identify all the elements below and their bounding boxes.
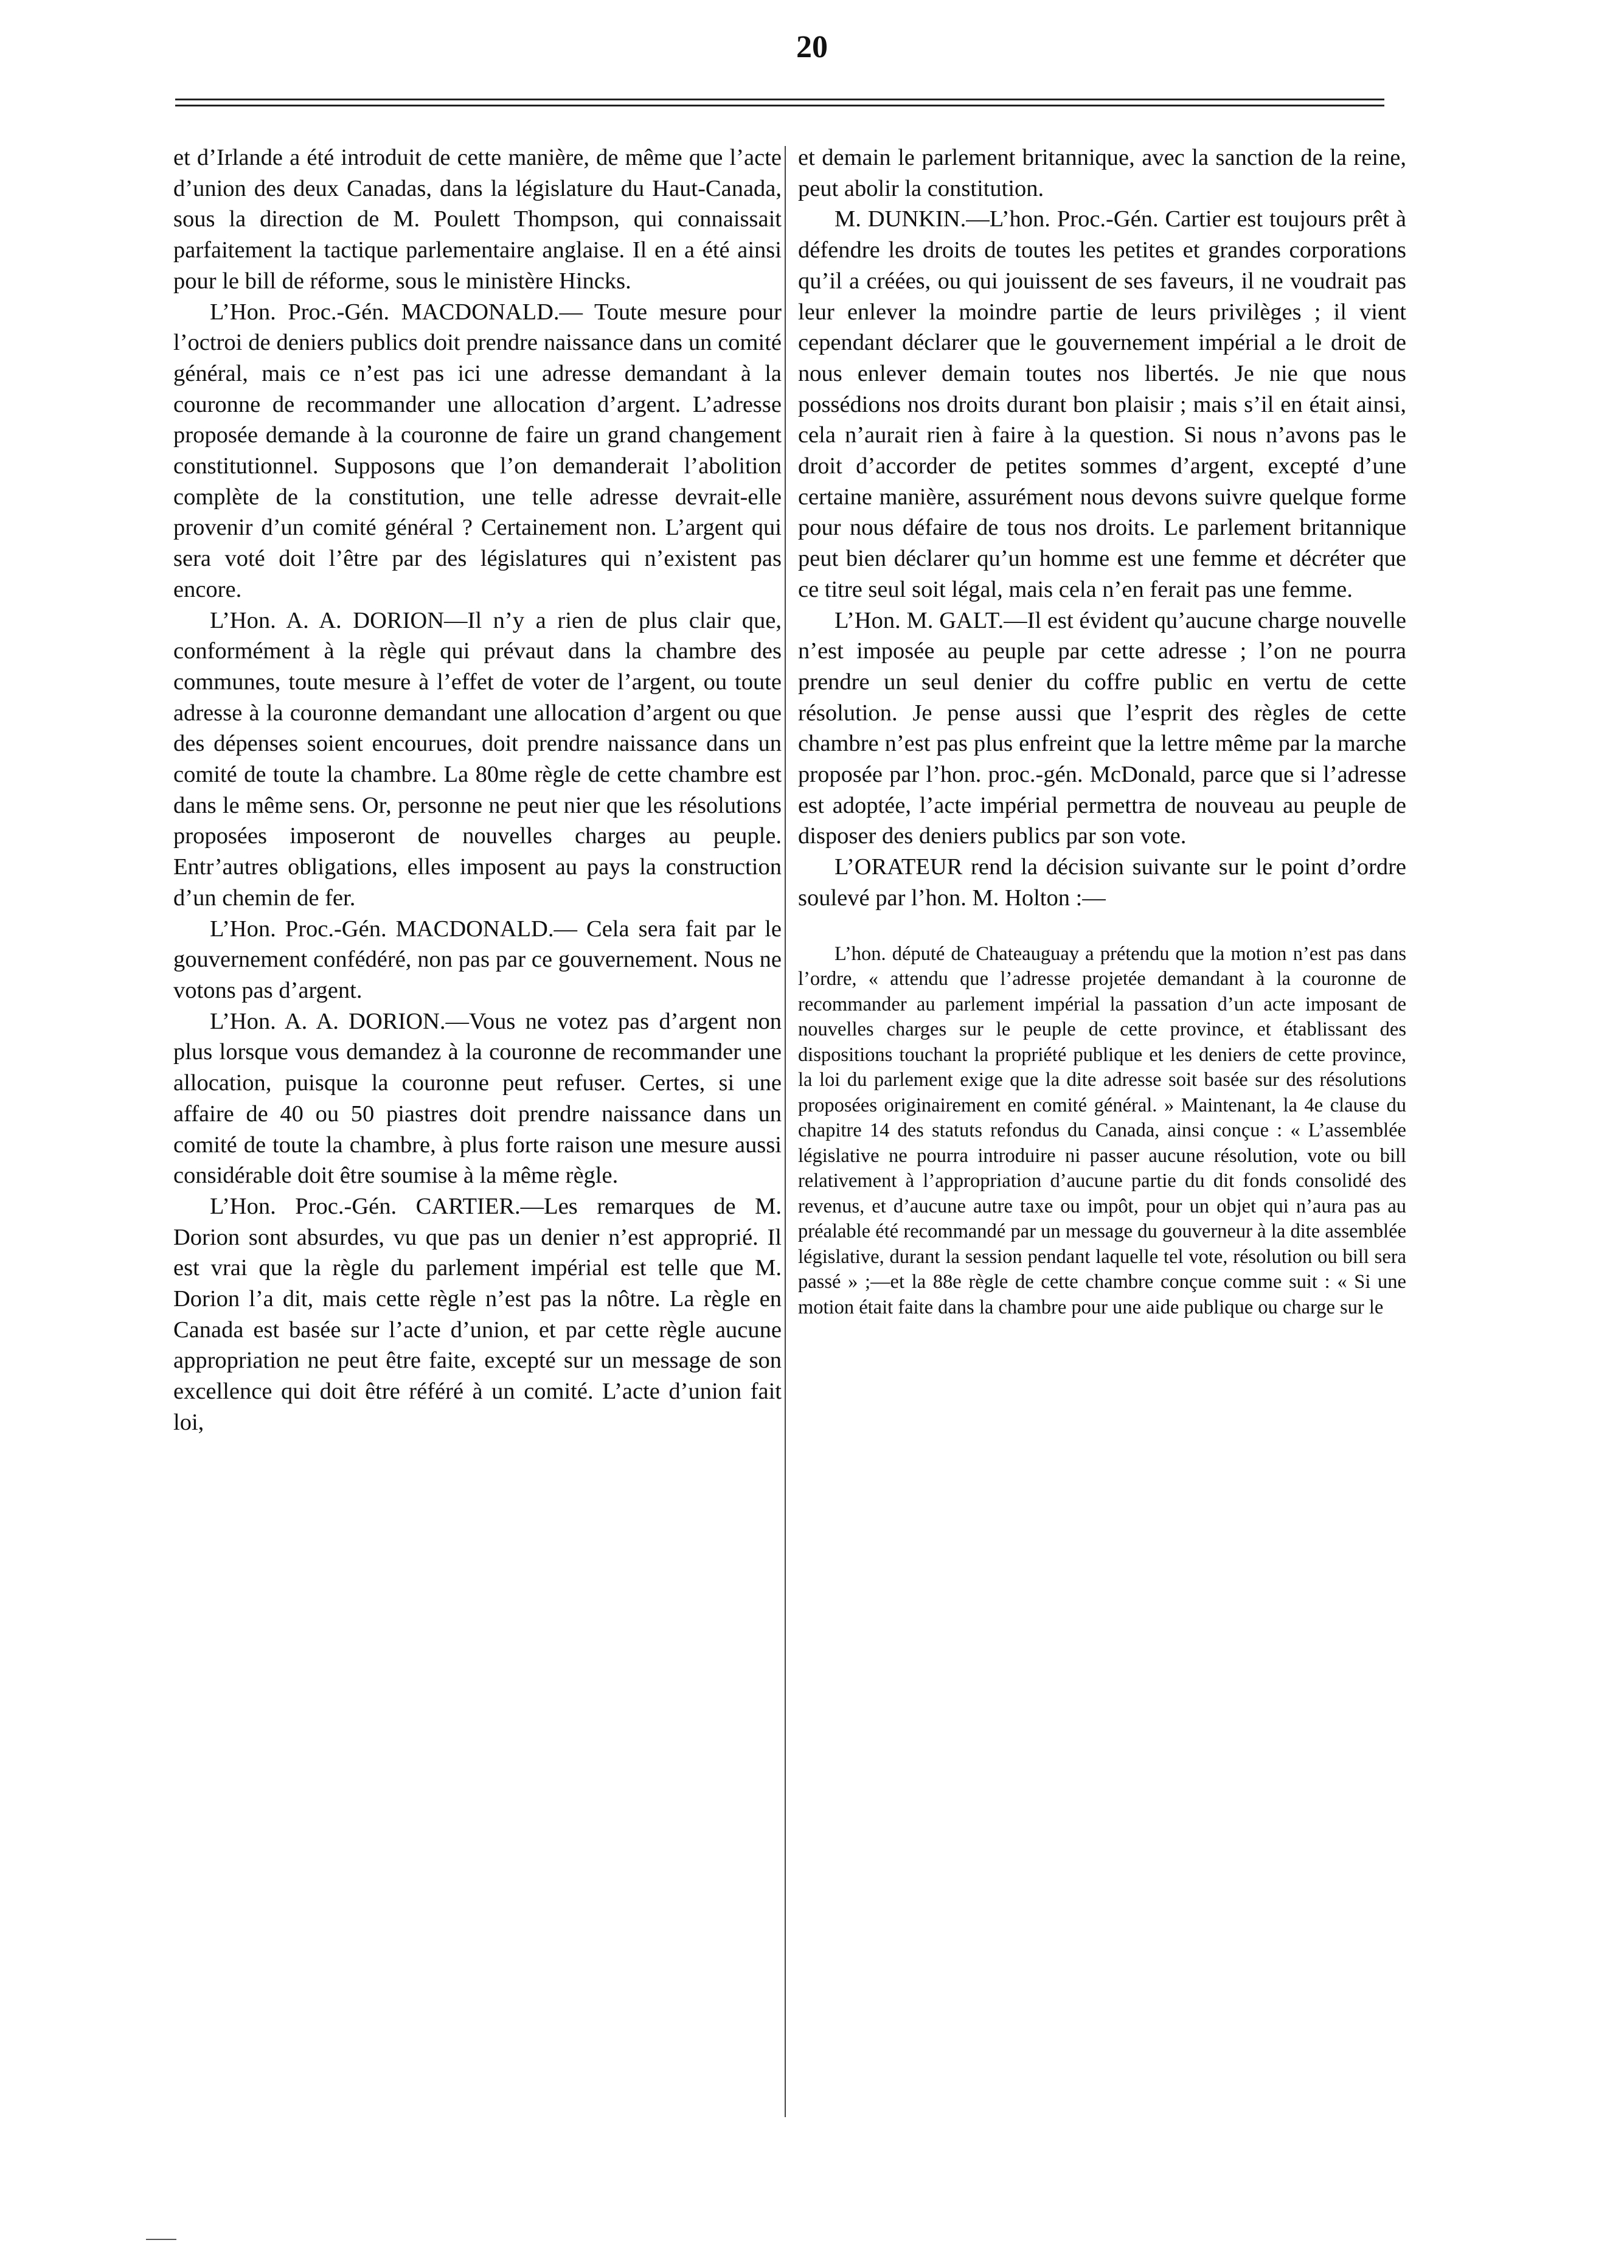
page-mark bbox=[146, 2239, 176, 2240]
paragraph-text: rend la décision suivante sur le point d’ordre soulevé par l’hon. M. Holton :— bbox=[798, 854, 1406, 911]
column-divider bbox=[785, 146, 786, 2117]
paragraph-text: Toute mesure pour l’octroi de deniers publics doit prendre naissance dans un comité général, mais ce n’est pas ici une adresse demandant à la couronne de recommander une allocation d’argent. L’adresse proposée demande à la couronne de faire un grand changement constitutionnel. Supposons que l’on demanderait l’abolition complète de la constitution, une telle adresse devrait-elle provenir d’un comité général ? Certainement non. L’argent qui sera voté doit l’être par des législatures qui n’existent pas encore. bbox=[173, 299, 782, 602]
paragraph bbox=[173, 1006, 782, 1191]
paragraph bbox=[798, 142, 1406, 204]
paragraph-text: Vous ne votez pas d’argent non plus lorsque vous demandez à la couronne de recommander une allocation, puisque la couronne peut refuser. Certes, si une affaire de 40 ou 50 piastres doit prendre naissance dans un comité de toute la chambre, à plus forte raison une mesure aussi considérable doit être soumise à la même règle. bbox=[173, 1008, 782, 1189]
speaker: L’ORATEUR bbox=[835, 854, 963, 880]
speaker: L’Hon. Proc.-Gén. CARTIER.— bbox=[210, 1193, 544, 1219]
speaker: L’Hon. Proc.-Gén. MACDONALD.— bbox=[210, 916, 577, 942]
paragraph-text: Les remarques de M. Dorion sont absurdes, vu que pas un denier n’est approprié. Il est vrai que la règle du parlement impérial est telle que M. Dorion l’a dit, mais cette règle n’est pas la nôtre. La règle en Canada est basée sur l’acte d’union, et par cette règle aucune appropriation ne peut être faite, excepté sur un message de son excellence qui doit être référé à un comité. L’acte d’union fait loi, bbox=[173, 1193, 782, 1435]
header-rule bbox=[175, 105, 1384, 106]
speaker: L’Hon. Proc.-Gén. MACDONALD.— bbox=[210, 299, 583, 325]
speaker: L’Hon. A. A. DORION.— bbox=[210, 1008, 469, 1034]
speaker: L’Hon. M. GALT.— bbox=[835, 607, 1027, 633]
left-column bbox=[173, 142, 782, 1438]
speaker: M. DUNKIN.— bbox=[835, 206, 990, 232]
quote-text: L’hon. député de Chateauguay a prétendu que la motion n’est pas dans l’ordre, « attendu que l’adresse projetée demandant à la couronne de recommander au parlement impérial la passation d’un acte imposant de nouvelles charges sur le peuple de cette province, et établissant des dispositions touchant la propriété publique et les deniers de cette province, la loi du parlement exige que la dite adresse soit basée sur des résolutions proposées originairement en comité général. » Maintenant, la 4e clause du chapitre 14 des statuts refondus du Canada, ainsi conçue : « L’assemblée législative ne pourra introduire ni passer aucune résolution, vote ou bill relativement à l’appropriation d’aucune partie du dit fonds consolidé des revenus, et d’aucune autre taxe ou impôt, pour un objet qui n’aura pas au préalable été recommandé par un message du gouverneur à la dite assemblée législative, durant la session pendant laquelle tel vote, résolution ou bill sera passé » ;—et la 88e règle de cette chambre conçue comme suit : « Si une motion était faite dans la chambre pour une aide publique ou charge sur le bbox=[798, 942, 1406, 1318]
paragraph-text: Il n’y a rien de plus clair que, conformément à la règle qui prévaut dans la chambre des communes, toute mesure à l’effet de voter de l’argent, ou toute adresse à la couronne demandant une allocation d’argent ou que des dépenses soient encourues, doit prendre naissance dans un comité de toute la chambre. La 80me règle de cette chambre est dans le même sens. Or, personne ne peut nier que les résolutions proposées imposeront de nouvelles charges au peuple. Entr’autres obligations, elles imposent au pays la construction d’un chemin de fer. bbox=[173, 607, 782, 911]
paragraph bbox=[173, 297, 782, 605]
paragraph bbox=[173, 1191, 782, 1438]
speaker: L’Hon. A. A. DORION— bbox=[210, 607, 468, 633]
paragraph bbox=[798, 605, 1406, 852]
paragraph-text: Il est évident qu’aucune charge nouvelle n’est imposée au peuple par cette adresse ; l’on ne pourra prendre un seul denier du coffre public en vertu de cette résolution. Je pense aussi que l’esprit des règles de cette chambre n’est pas plus enfreint que la lettre même par la marche proposée par l’hon. proc.-gén. McDonald, parce que si l’adresse est adoptée, l’acte impérial permettra de nouveau au peuple de disposer des deniers publics par son vote. bbox=[798, 607, 1406, 849]
paragraph-text: et d’Irlande a été introduit de cette manière, de même que l’acte d’union des deux Canadas, dans la législature du Haut-Canada, sous la direction de M. Poulett Thompson, qui connaissait parfaitement la tactique parlementaire anglaise. Il en a été ainsi pour le bill de réforme, sous le ministère Hincks. bbox=[173, 145, 782, 294]
paragraph bbox=[173, 605, 782, 914]
paragraph bbox=[798, 204, 1406, 605]
quoted-ruling bbox=[798, 942, 1406, 1321]
paragraph-text: Cela sera fait par le gouvernement confédéré, non pas par ce gouvernement. Nous ne votons pas d’argent. bbox=[173, 916, 782, 1003]
paragraph-text: et demain le parlement britannique, avec la sanction de la reine, peut abolir la constitution. bbox=[798, 145, 1406, 201]
paragraph bbox=[798, 852, 1406, 913]
paragraph-text: L’hon. Proc.-Gén. Cartier est toujours prêt à défendre les droits de toutes les petites et grandes corporations qu’il a créées, ou qui jouissent de ses faveurs, il ne voudrait pas leur enlever la moindre partie de leurs privilèges ; il vient cependant déclarer que le gouvernement impérial a le droit de nous enlever demain toutes nos libertés. Je nie que nous possédions nos droits durant bon plaisir ; mais s’il en était ainsi, cela n’aurait rien à faire à la question. Si nous n’avons pas le droit d’accorder de petites sommes d’argent, excepté d’une certaine manière, assurément nous devons suivre quelque forme pour nous défaire de tous nos droits. Le parlement britannique peut bien déclarer qu’un homme est une femme et décréter que ce titre seul soit légal, mais cela n’en ferait pas une femme. bbox=[798, 206, 1407, 602]
header-rule bbox=[175, 99, 1384, 100]
right-column bbox=[798, 142, 1406, 1320]
paragraph bbox=[173, 914, 782, 1006]
paragraph bbox=[173, 142, 782, 297]
page-number: 20 bbox=[796, 30, 828, 64]
